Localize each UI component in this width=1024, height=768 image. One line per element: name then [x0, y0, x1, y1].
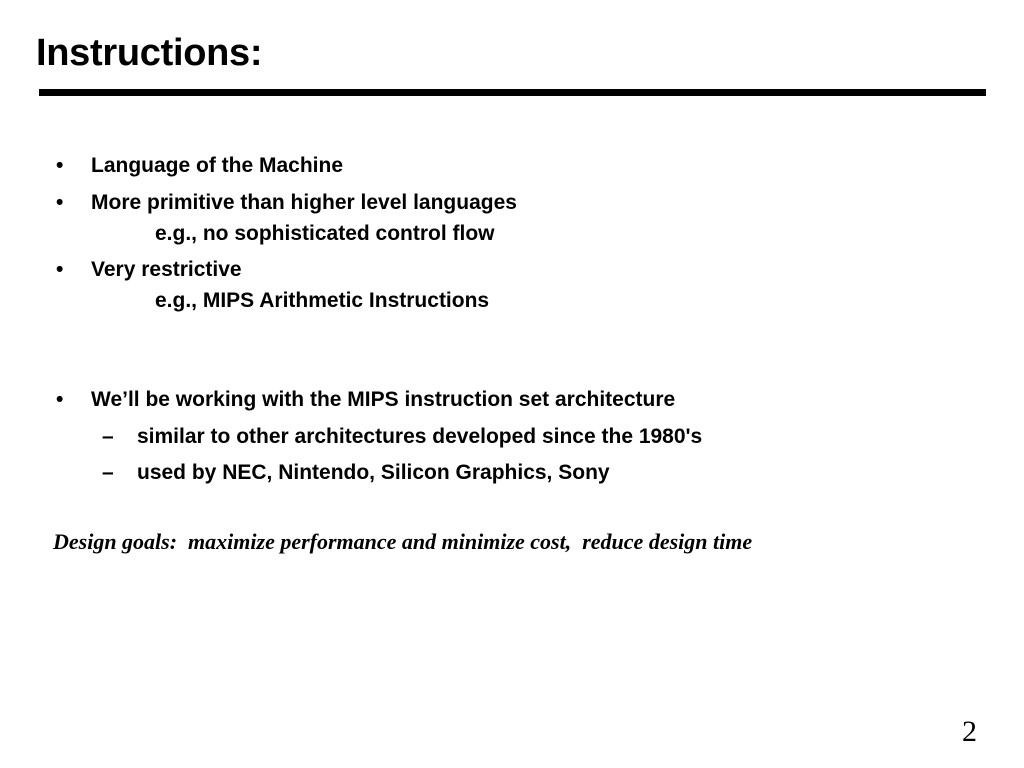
sub-bullet-marker: – [102, 425, 114, 448]
bullet-example: e.g., MIPS Arithmetic Instructions [155, 289, 490, 312]
sub-bullet-text: used by NEC, Nintendo, Silicon Graphics, Sony [137, 461, 610, 484]
design-goals-note: Design goals: maximize performance and minimize cost, reduce design time [53, 529, 753, 554]
slide-title: Instructions: [36, 32, 263, 74]
title-divider [39, 89, 986, 96]
page-number: 2 [962, 715, 977, 748]
bullet-marker: • [56, 258, 64, 281]
bullet-example: e.g., no sophisticated control flow [155, 222, 495, 245]
sub-bullet-text: similar to other architectures developed since the 1980's [137, 425, 703, 448]
bullet-text: Language of the Machine [91, 154, 344, 177]
bullet-marker: • [56, 191, 64, 214]
bullet-text: More primitive than higher level languages [91, 191, 517, 214]
bullet-marker: • [56, 154, 64, 177]
sub-bullet-marker: – [102, 461, 114, 484]
bullet-text: Very restrictive [91, 258, 242, 281]
bullet-text: We’ll be working with the MIPS instruction set architecture [91, 388, 676, 411]
bullet-marker: • [56, 388, 64, 411]
